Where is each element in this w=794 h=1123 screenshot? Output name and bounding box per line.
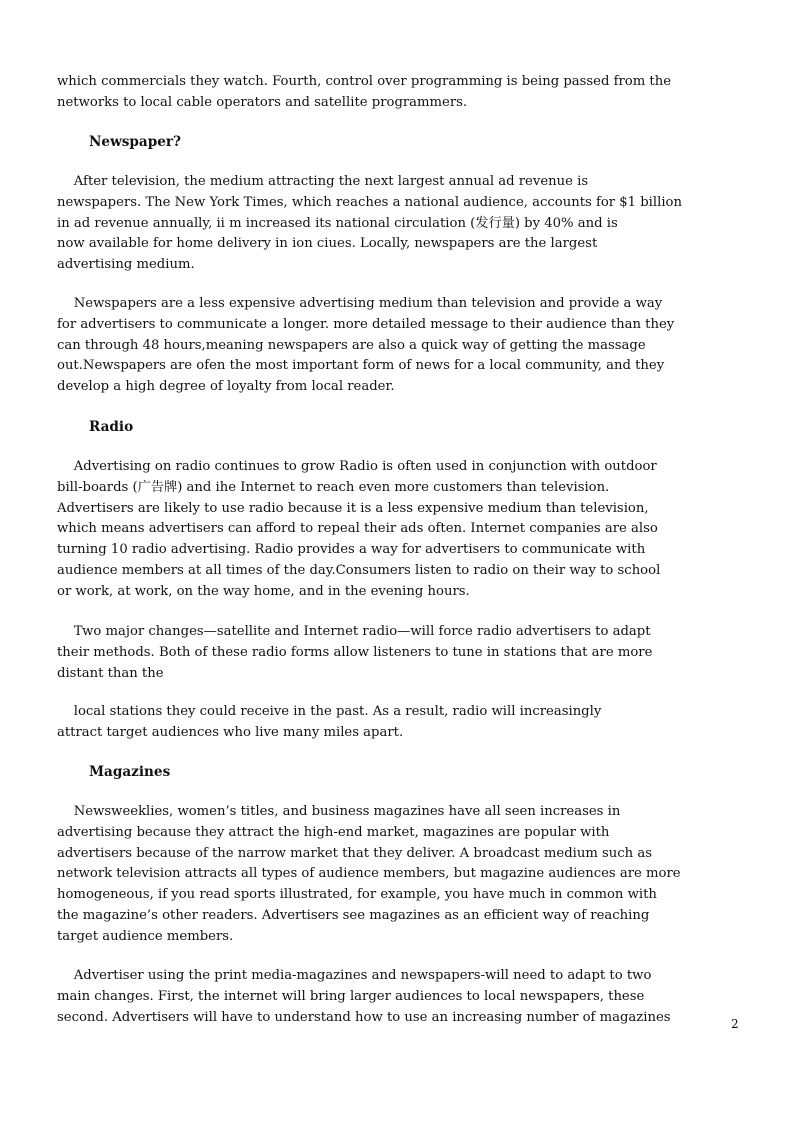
text-line: homogeneous, if you read sports illustrated, for example, you have much in common with [57,887,657,903]
text-line: can through 48 hours,meaning newspapers are also a quick way of getting the massage [57,337,646,353]
text-line: which means advertisers can afford to repeal their ads often. Internet companies are also [57,521,658,537]
text-line: out.Newspapers are ofen the most important form of news for a local community, and they [57,358,665,374]
text-line: their methods. Both of these radio forms allow listeners to tune in stations that are more [57,644,653,660]
paragraph-radio-3 [57,702,740,744]
paragraph-magazines-1 [57,802,740,948]
text-line: advertisers because of the narrow market that they deliver. A broadcast medium such as [57,845,653,861]
paragraph-television-end [57,72,740,114]
text-line: Newspapers are a less expensive advertising medium than television and provide a way [57,296,663,311]
text-line: turning 10 radio advertising. Radio provides a way for advertisers to communicate with [57,542,646,558]
text-line: networks to local cable operators and satellite programmers. [57,94,468,110]
paragraph-newspaper-2 [57,294,740,398]
page-number: 2 [731,1017,739,1031]
text-line: target audience members. [57,928,234,944]
text-line: bill-boards (广告牌) and ihe Internet to reach even more customers than television. [57,479,610,495]
heading-magazines: Magazines [89,764,171,780]
paragraph-radio-2 [57,622,740,684]
text-line: or work, at work, on the way home, and in the evening hours. [57,583,470,599]
text-line: for advertisers to communicate a longer. more detailed message to their audience than they [57,316,675,332]
text-line: Two major changes—satellite and Internet radio—will force radio advertisers to adapt [57,624,651,639]
text-line: Advertising on radio continues to grow Radio is often used in conjunction with outdoor [57,459,657,474]
text-line: second. Advertisers will have to understand how to use an increasing number of magazines [57,1009,671,1025]
paragraph-magazines-2 [57,966,740,1028]
text-line: Newsweeklies, women’s titles, and business magazines have all seen increases in [57,804,621,819]
text-line: Advertisers are likely to use radio because it is a less expensive medium than television, [57,500,649,516]
text-line: distant than the [57,665,164,681]
text-line: the magazine’s other readers. Advertisers see magazines as an efficient way of reaching [57,907,650,923]
paragraph-newspaper-1 [57,172,740,276]
text-line: advertising because they attract the high-end market, magazines are popular with [57,824,610,840]
paragraph-radio-1 [57,457,740,603]
heading-radio: Radio [89,419,134,435]
text-line: Advertiser using the print media-magazines and newspapers-will need to adapt to two [57,968,652,983]
text-line: audience members at all times of the day.Consumers listen to radio on their way to school [57,562,661,578]
text-line: which commercials they watch. Fourth, control over programming is being passed from the [57,74,672,89]
text-line: advertising medium. [57,257,195,273]
text-line: newspapers. The New York Times, which reaches a national audience, accounts for $1 billion [57,194,682,210]
text-line: local stations they could receive in the past. As a result, radio will increasingly [57,704,602,719]
text-line: After television, the medium attracting the next largest annual ad revenue is [57,174,589,189]
text-line: now available for home delivery in ion ciues. Locally, newspapers are the largest [57,236,598,252]
text-line: attract target audiences who live many miles apart. [57,724,404,740]
text-line: main changes. First, the internet will bring larger audiences to local newspapers, these [57,988,645,1004]
text-line: develop a high degree of loyalty from local reader. [57,379,395,395]
heading-newspaper: Newspaper? [89,134,182,150]
text-line: network television attracts all types of audience members, but magazine audiences are more [57,866,681,882]
text-line: in ad revenue annually, ii m increased its national circulation (发行量) by 40% and is [57,215,618,231]
